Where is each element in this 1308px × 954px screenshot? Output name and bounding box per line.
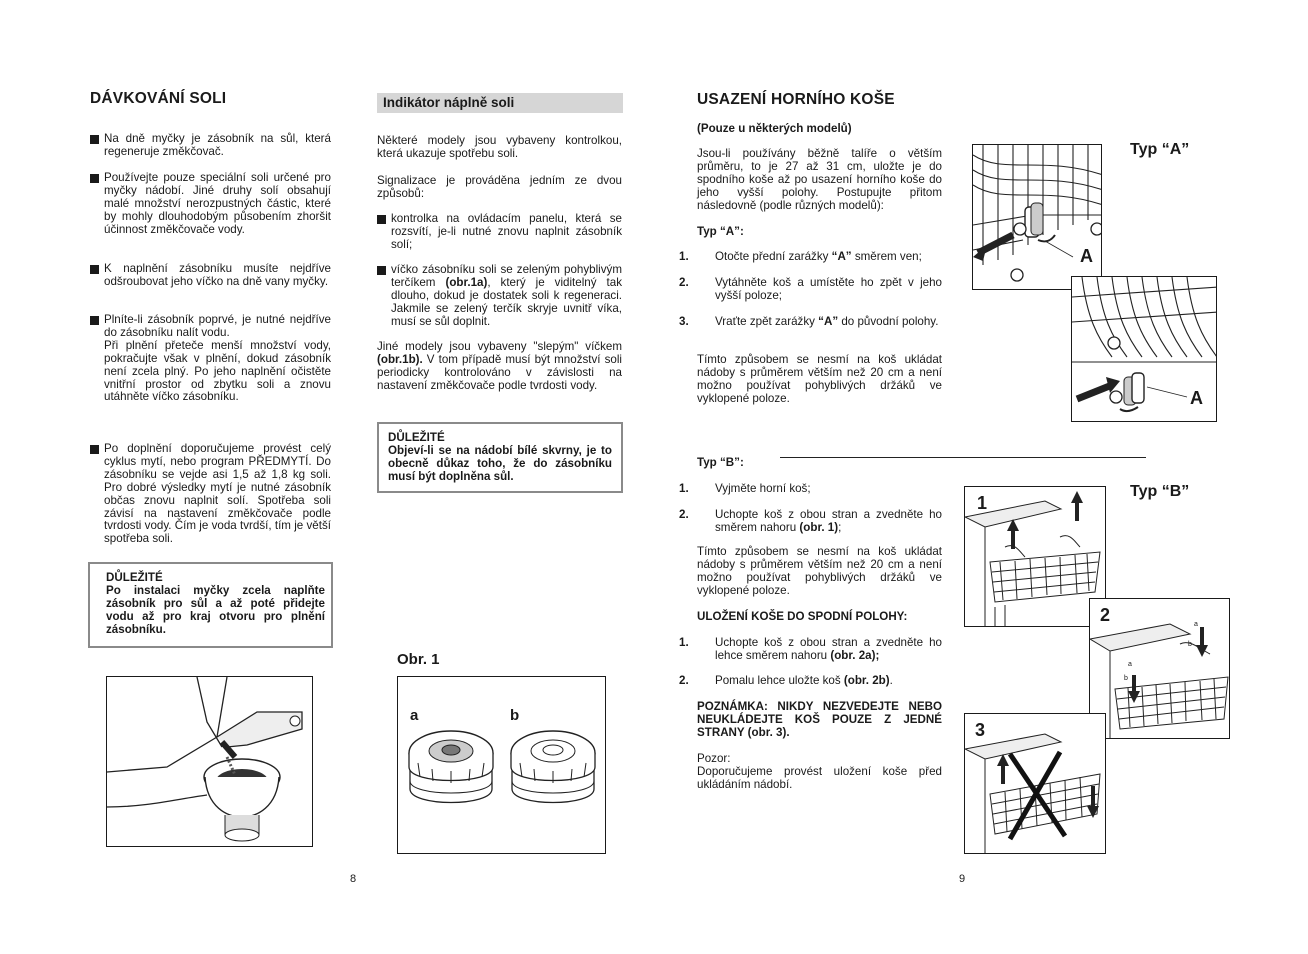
important-box-indicator [377,422,623,493]
important-box-salt [88,562,333,648]
list-item: Plníte-li zásobník poprvé, je nutné nejdříve do zásobníku nalít vodu. Při plnění přeteče menší množství vody, pokračujte však v plnění, dokud zásobník není zcela plný. Po jeho naplnění očistěte vnitřní prostor od zbytku soli a znovu utáhněte víčko zásobníku. [90,314,331,404]
figure-number-2: 2 [1100,605,1111,625]
important-text: Po instalaci myčky zcela naplňte zásobník pro sůl a až poté přidejte vodu až pro kraj otvoru pro plnění zásobníku. [106,583,325,636]
figure-small-a: a [1128,661,1132,668]
figure-label-a: a [410,707,419,724]
figure-number-1: 1 [977,493,988,513]
intro-text: Některé modely jsou vybaveny kontrolkou, která ukazuje spotřebu soli. [377,134,622,160]
funnel-salt-image [107,677,313,847]
type-b-label: Typ “B”: [697,456,744,469]
important-label: DŮLEŽITÉ [388,431,445,444]
figure-type-a-label: Typ “A” [1130,141,1190,158]
salt-caps-image [398,677,606,854]
list-item: Používejte pouze speciální soli určené pro myčky nádobí. Jiné druhy solí obsahují malé množství nerozpustných částic, které by mohly dlouhodobým působením zhoršit účinnost změkčovače vody. [90,172,331,237]
bullet-square [377,266,386,275]
figure-number-3: 3 [975,720,986,740]
figure-small-a: a [1194,621,1198,628]
subtitle: (Pouze u některých modelů) [697,122,852,135]
type-a-step: 1. Otočte přední zarážky “A” směrem ven; [679,250,922,263]
section-header-salt-indicator [377,93,623,113]
lower-basket-image [1090,599,1230,739]
type-a-figure-top [972,144,1102,290]
caution-label: Pozor: [697,752,731,765]
type-a-step: 2. Vytáhněte koš a umístěte ho zpět v jeho vyšší poloze; [679,276,942,302]
divider-line [780,457,1146,458]
lower-position-title: ULOŽENÍ KOŠE DO SPODNÍ POLOHY: [697,610,908,623]
lower-step: 1. Uchopte koš z obou stran a zvedněte ho lehce směrem nahoru (obr. 2a); [679,636,942,662]
type-b-step: 1. Vyjměte horní koš; [679,482,811,495]
figure-type-b-label: Typ “B” [1130,483,1190,500]
type-b-figure-2 [1089,598,1230,739]
figure-small-b: b [1188,641,1192,648]
bullet-square [90,316,99,325]
blind-cap-text: Jiné modely jsou vybaveny "slepým" víčkem (obr.1b). V tom případě musí být množství soli periodicky kontrolováno v závislosti na nastavení změkčovače podle tvrdosti vody. [377,340,622,392]
wrong-lift-image [965,714,1106,854]
caution-text: Doporučujeme provést uložení koše před ukládáním nádobí. [697,765,942,791]
list-item: Na dně myčky je zásobník na sůl, která regeneruje změkčovač. [90,133,331,159]
type-b-figure-1 [964,486,1106,627]
salt-filling-illustration [106,676,313,847]
page-number: 8 [350,873,357,885]
intro-text: Jsou-li používány běžně talíře o větším průměru, to je 27 až 31 cm, uložte je do spodního koše až po usazení horního koše do jeho vyšší polohy. Postupujte přitom následovně (podle různých modelů): [697,147,942,212]
bullet-square [90,174,99,183]
section-title-salt: DÁVKOVÁNÍ SOLI [90,90,227,107]
type-a-step: 3. Vraťte zpět zarážky “A” do původní polohy. [679,315,939,328]
list-item: Po doplnění doporučujeme provést celý cyklus mytí, nebo program PŘEDMYTÍ. Do zásobníku se vejde asi 1,5 až 1,8 kg soli. Pro dobré výsledky mytí je nutné zásobník občas znovu naplnit solí. Spotřeba soli závisí na nastavení změkčovače podle tvrdosti vody. Čím je voda tvrdší, tím je větší spotřeba soli. [90,443,331,546]
figure-title: Obr. 1 [397,651,440,668]
type-b-figure-3 [964,713,1106,854]
signal-text: Signalizace je prováděna jedním ze dvou způsobů: [377,174,622,200]
figure-small-b: b [1124,675,1128,682]
stop-letter-a: A [1190,388,1203,408]
bullet-square [90,135,99,144]
list-item: K naplnění zásobníku musíte nejdříve odšroubovat jeho víčko na dně vany myčky. [90,263,331,289]
important-label: DŮLEŽITÉ [106,571,163,584]
basket-stop-out-image [973,145,1102,290]
note-text: POZNÁMKA: NIKDY NEZVEDEJTE NEBO NEUKLÁDEJTE KOŠ POUZE Z JEDNÉ STRANY (obr. 3). [697,700,942,739]
list-item: kontrolka na ovládacím panelu, která se rozsvítí, je-li nutné znovu naplnit zásobník solí; [377,213,622,252]
important-text: Objeví-li se na nádobí bílé skvrny, je to obecně důkaz toho, že do zásobníku musí být doplněna sůl. [388,443,612,483]
lift-basket-image [965,487,1106,627]
bullet-square [90,265,99,274]
bullet-square [377,215,386,224]
warning-text: Tímto způsobem se nesmí na koš ukládat nádoby s průměrem větším než 20 cm a není možno používat pohyblivých držáků ve vyklopené poloze. [697,353,942,405]
cap-with-indicator [409,731,493,803]
type-a-label: Typ “A”: [697,225,744,238]
list-item: víčko zásobníku soli se zeleným pohyblivým terčíkem (obr.1a), který je viditelný tak dlouho, dokud je dostatek soli k regeneraci. Jakmile se zelený terčík skryje uvnitř víka, musí se sůl doplnit. [377,264,622,329]
blind-cap [511,731,595,803]
figure-label-b: b [510,707,520,724]
lower-step: 2. Pomalu lehce uložte koš (obr. 2b). [679,674,893,687]
stop-letter-a: A [1080,246,1093,266]
warning-text: Tímto způsobem se nesmí na koš ukládat nádoby s průměrem větším než 20 cm a není možno používat pohyblivých držáků ve vyklopené poloze. [697,545,942,597]
type-b-step: 2. Uchopte koš z obou stran a zvedněte ho směrem nahoru (obr. 1); [679,508,942,534]
section-title-upper-basket: USAZENÍ HORNÍHO KOŠE [697,91,895,108]
bullet-square [90,445,99,454]
page-number: 9 [959,873,966,885]
salt-caps-figure [397,676,606,854]
section-title-indicator: Indikátor náplně soli [383,95,515,110]
